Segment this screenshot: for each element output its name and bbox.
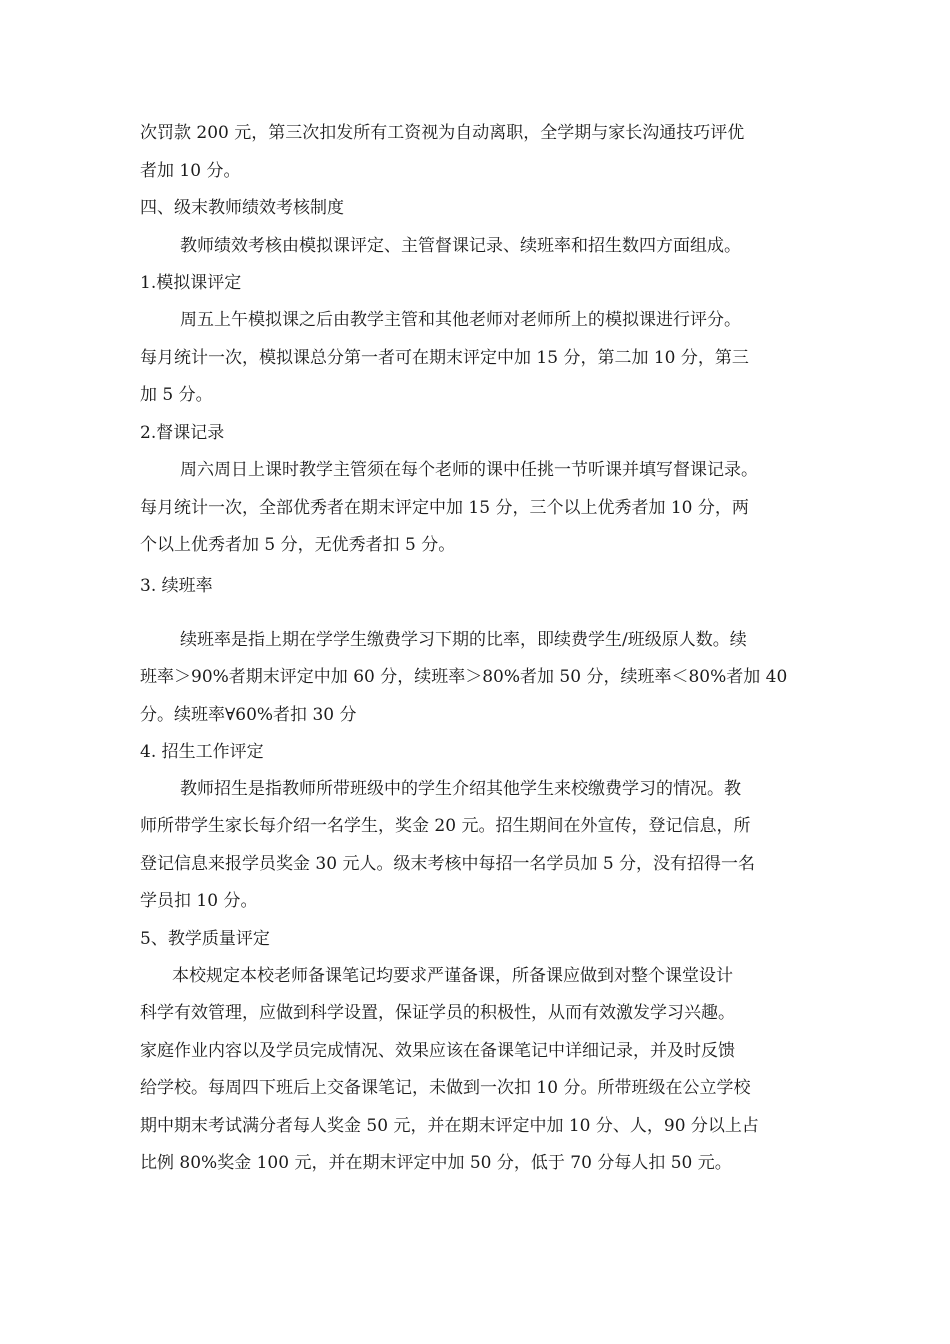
subsection-heading: 3. 续班率 [140, 576, 213, 596]
paragraph-line: 给学校。每周四下班后上交备课笔记，未做到一次扣 10 分。所带班级在公立学校 [140, 1078, 751, 1098]
paragraph-line: 学员扣 10 分。 [140, 891, 258, 911]
paragraph-line: 分。续班率∀60%者扣 30 分 [140, 705, 357, 725]
subsection-heading: 2.督课记录 [140, 423, 225, 443]
paragraph-line: 每月统计一次，全部优秀者在期末评定中加 15 分，三个以上优秀者加 10 分，两 [140, 498, 749, 518]
paragraph-line: 教师招生是指教师所带班级中的学生介绍其他学生来校缴费学习的情况。教 [180, 779, 741, 799]
paragraph-line: 教师绩效考核由模拟课评定、主管督课记录、续班率和招生数四方面组成。 [180, 236, 741, 256]
paragraph-line: 周五上午模拟课之后由教学主管和其他老师对老师所上的模拟课进行评分。 [180, 310, 741, 330]
paragraph-line: 周六周日上课时教学主管须在每个老师的课中任挑一节听课并填写督课记录。 [180, 460, 758, 480]
paragraph-line: 期中期末考试满分者每人奖金 50 元，并在期末评定中加 10 分、人，90 分以上占 [140, 1116, 759, 1136]
paragraph-line: 每月统计一次，模拟课总分第一者可在期末评定中加 15 分，第二加 10 分，第三 [140, 348, 749, 368]
paragraph-line: 本校规定本校老师备课笔记均要求严谨备课，所备课应做到对整个课堂设计 [172, 966, 733, 986]
paragraph-line: 比例 80%奖金 100 元，并在期末评定中加 50 分，低于 70 分每人扣 50 元。 [140, 1153, 732, 1173]
paragraph-line: 加 5 分。 [140, 385, 213, 405]
paragraph-line: 家庭作业内容以及学员完成情况、效果应该在备课笔记中详细记录，并及时反馈 [140, 1041, 735, 1061]
paragraph-line: 师所带学生家长每介绍一名学生，奖金 20 元。招生期间在外宣传，登记信息，所 [140, 816, 751, 836]
paragraph-line: 续班率是指上期在学学生缴费学习下期的比率，即续费学生/班级原人数。续 [180, 630, 747, 650]
subsection-heading: 1.模拟课评定 [140, 273, 242, 293]
paragraph-line: 班率＞90%者期末评定中加 60 分，续班率＞80%者加 50 分，续班率＜80%者加 40 [140, 667, 788, 687]
paragraph-line: 个以上优秀者加 5 分，无优秀者扣 5 分。 [140, 535, 456, 555]
paragraph-line: 次罚款 200 元，第三次扣发所有工资视为自动离职，全学期与家长沟通技巧评优 [140, 123, 745, 143]
paragraph-line: 科学有效管理，应做到科学设置，保证学员的积极性，从而有效激发学习兴趣。 [140, 1003, 735, 1023]
paragraph-line: 登记信息来报学员奖金 30 元人。级末考核中每招一名学员加 5 分，没有招得一名 [140, 854, 756, 874]
paragraph-line: 者加 10 分。 [140, 161, 241, 181]
subsection-heading: 5、教学质量评定 [140, 929, 270, 949]
section-heading: 四、级末教师绩效考核制度 [140, 198, 344, 218]
subsection-heading: 4. 招生工作评定 [140, 742, 264, 762]
